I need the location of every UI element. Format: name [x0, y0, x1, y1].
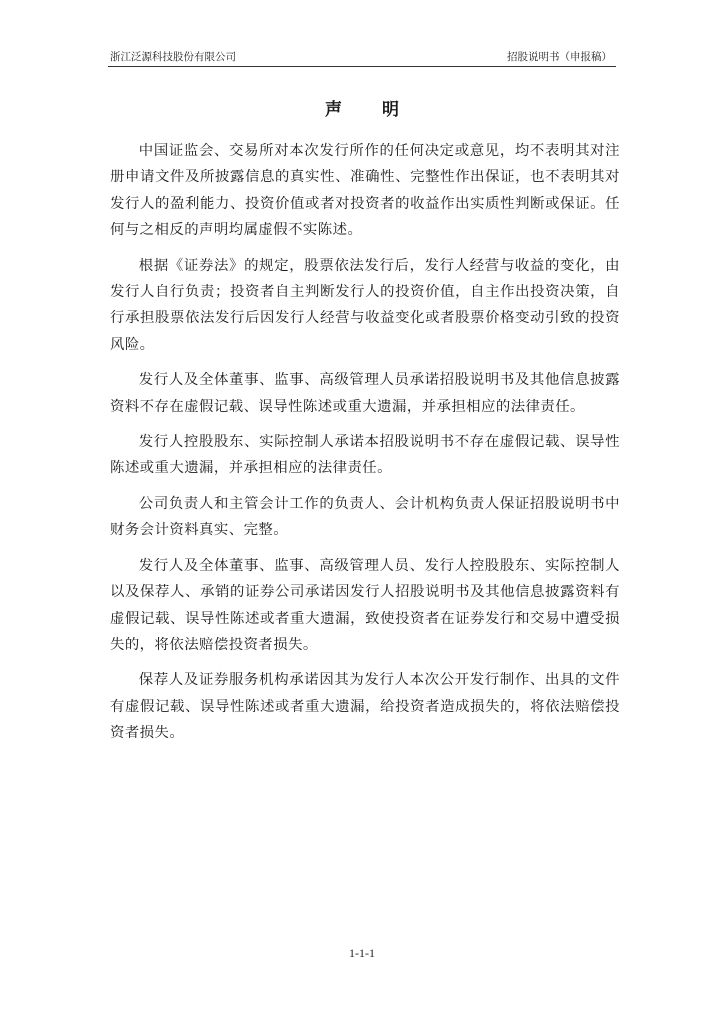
- header-divider: [108, 66, 616, 67]
- page-header: [108, 49, 616, 65]
- page-number: 1-1-1: [349, 946, 375, 960]
- paragraph-5: 公司负责人和主管会计工作的负责人、会计机构负责人保证招股说明书中财务会计资料真实、完整。: [110, 495, 620, 539]
- paragraph-6: 发行人及全体董事、监事、高级管理人员、发行人控股股东、实际控制人以及保荐人、承销的证券公司承诺因发行人招股说明书及其他信息披露资料有虚假记载、误导性陈述或者重大遗漏，致使投资者在证券发行和交易中遭受损失的，将依法赔偿投资者损失。: [110, 557, 620, 653]
- paragraph-4: 发行人控股股东、实际控制人承诺本招股说明书不存在虚假记载、误导性陈述或重大遗漏，并承担相应的法律责任。: [110, 434, 620, 477]
- page-title: 声明: [325, 100, 439, 120]
- declaration-body: [110, 138, 620, 756]
- paragraph-2: 根据《证券法》的规定，股票依法发行后，发行人经营与收益的变化，由发行人自行负责；投资者自主判断发行人的投资价值，自主作出投资决策，自行承担股票依法发行后因发行人经营与收益变化或者股票价格变动引致的投资风险。: [110, 257, 620, 353]
- paragraph-1: 中国证监会、交易所对本次发行所作的任何决定或意见，均不表明其对注册申请文件及所披露信息的真实性、准确性、完整性作出保证，也不表明其对发行人的盈利能力、投资价值或者对投资者的收益作出实质性判断或保证。任何与之相反的声明均属虚假不实陈述。: [110, 143, 620, 239]
- header-document-name: 招股说明书（申报稿）: [507, 51, 612, 63]
- paragraph-3: 发行人及全体董事、监事、高级管理人员承诺招股说明书及其他信息披露资料不存在虚假记载、误导性陈述或重大遗漏，并承担相应的法律责任。: [110, 372, 620, 415]
- paragraph-7: 保荐人及证券服务机构承诺因其为发行人本次公开发行制作、出具的文件有虚假记载、误导性陈述或者重大遗漏，给投资者造成损失的，将依法赔偿投资者损失。: [110, 672, 620, 742]
- header-company-name: 浙江泛源科技股份有限公司: [110, 51, 236, 63]
